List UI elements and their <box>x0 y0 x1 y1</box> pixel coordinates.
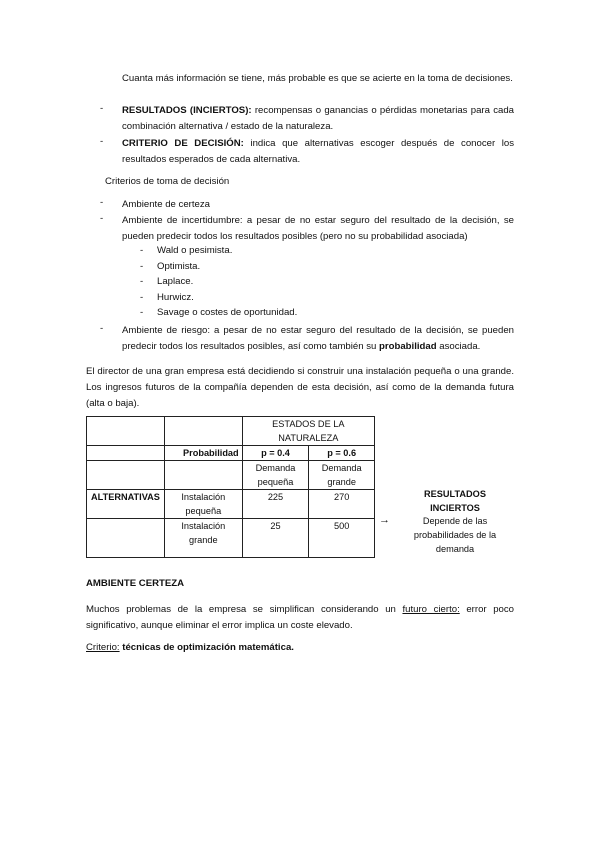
decision-table <box>86 416 375 558</box>
intro-text: Cuanta más información se tiene, más probable es que se acierte en la toma de decisiones. <box>122 73 513 84</box>
empty-cell <box>164 461 242 490</box>
alternative-name: Instalación pequeña <box>164 490 242 519</box>
results-title: RESULTADOS INCIERTOS <box>424 489 486 513</box>
bullet-dash: - <box>100 103 104 114</box>
empty-cell <box>87 519 165 558</box>
empty-cell <box>87 461 165 490</box>
criterion-value: técnicas de optimización matemática. <box>119 642 294 653</box>
intro-paragraph <box>122 71 514 87</box>
empty-cell <box>164 417 242 446</box>
results-definition <box>122 103 514 135</box>
payoff-cell: 500 <box>309 519 375 558</box>
results-label: RESULTADOS (INCIERTOS): <box>122 105 252 116</box>
criterion-label-underlined: Criterio: <box>86 642 120 653</box>
payoff-cell: 270 <box>309 490 375 519</box>
criterion-line <box>86 642 294 653</box>
future-certain-text: futuro cierto: <box>402 604 460 615</box>
bullet-dash: - <box>100 136 104 147</box>
criterion-definition <box>122 136 514 168</box>
probability-high: p = 0.6 <box>309 446 375 461</box>
uncertainty-item: Ambiente de incertidumbre: a pesar de no estar seguro del resultado de la decisión, se pueden predecir todos los resultados posibles (pero no su probabilidad asociada) <box>122 215 514 242</box>
example-paragraph: El director de una gran empresa está decidiendo si construir una instalación pequeña o una grande. Los ingresos futuros de la compañía dependen de esta decisión, así como de la demanda futura (alta o baja). <box>86 366 514 409</box>
bullet-dash: - <box>100 197 104 208</box>
certainty-item: Ambiente de certeza <box>122 199 210 210</box>
bullet-dash: - <box>100 323 104 334</box>
demand-small-header: Demanda pequeña <box>242 461 309 490</box>
bullet-dash: - <box>100 213 104 224</box>
payoff-cell: 25 <box>242 519 309 558</box>
probability-label: Probabilidad <box>164 446 242 461</box>
criterion-text: indica que alternativas escoger después de conocer los resultados esperados de cada alternativa. <box>122 138 514 165</box>
arrow-right-icon: → <box>379 514 390 526</box>
results-text: recompensas o ganancias o pérdidas monetarias para cada combinación alternativa / estado de la naturaleza. <box>122 105 515 132</box>
payoff-cell: 225 <box>242 490 309 519</box>
alternatives-label: ALTERNATIVAS <box>87 490 165 519</box>
risk-item: Ambiente de riesgo: a pesar de no estar seguro del resultado de la decisión, se pueden predecir todos los resultados posibles, así como también su probabilidad asociada. <box>122 325 514 352</box>
criteria-heading: Criterios de toma de decisión <box>105 176 230 187</box>
empty-cell <box>87 417 165 446</box>
probability-low: p = 0.4 <box>242 446 309 461</box>
results-note: Depende de las probabilidades de la demanda <box>413 516 497 554</box>
criterion-label: CRITERIO DE DECISIÓN: <box>122 138 244 149</box>
empty-cell <box>87 446 165 461</box>
alternative-name: Instalación grande <box>164 519 242 558</box>
certainty-heading: AMBIENTE CERTEZA <box>86 578 185 589</box>
states-header: ESTADOS DE LA NATURALEZA <box>242 417 374 446</box>
certainty-paragraph: Muchos problemas de la empresa se simplifican considerando un futuro cierto: error poco significativo, aunque eliminar el error implica un coste elevado. <box>86 604 514 631</box>
demand-large-header: Demanda grande <box>309 461 375 490</box>
